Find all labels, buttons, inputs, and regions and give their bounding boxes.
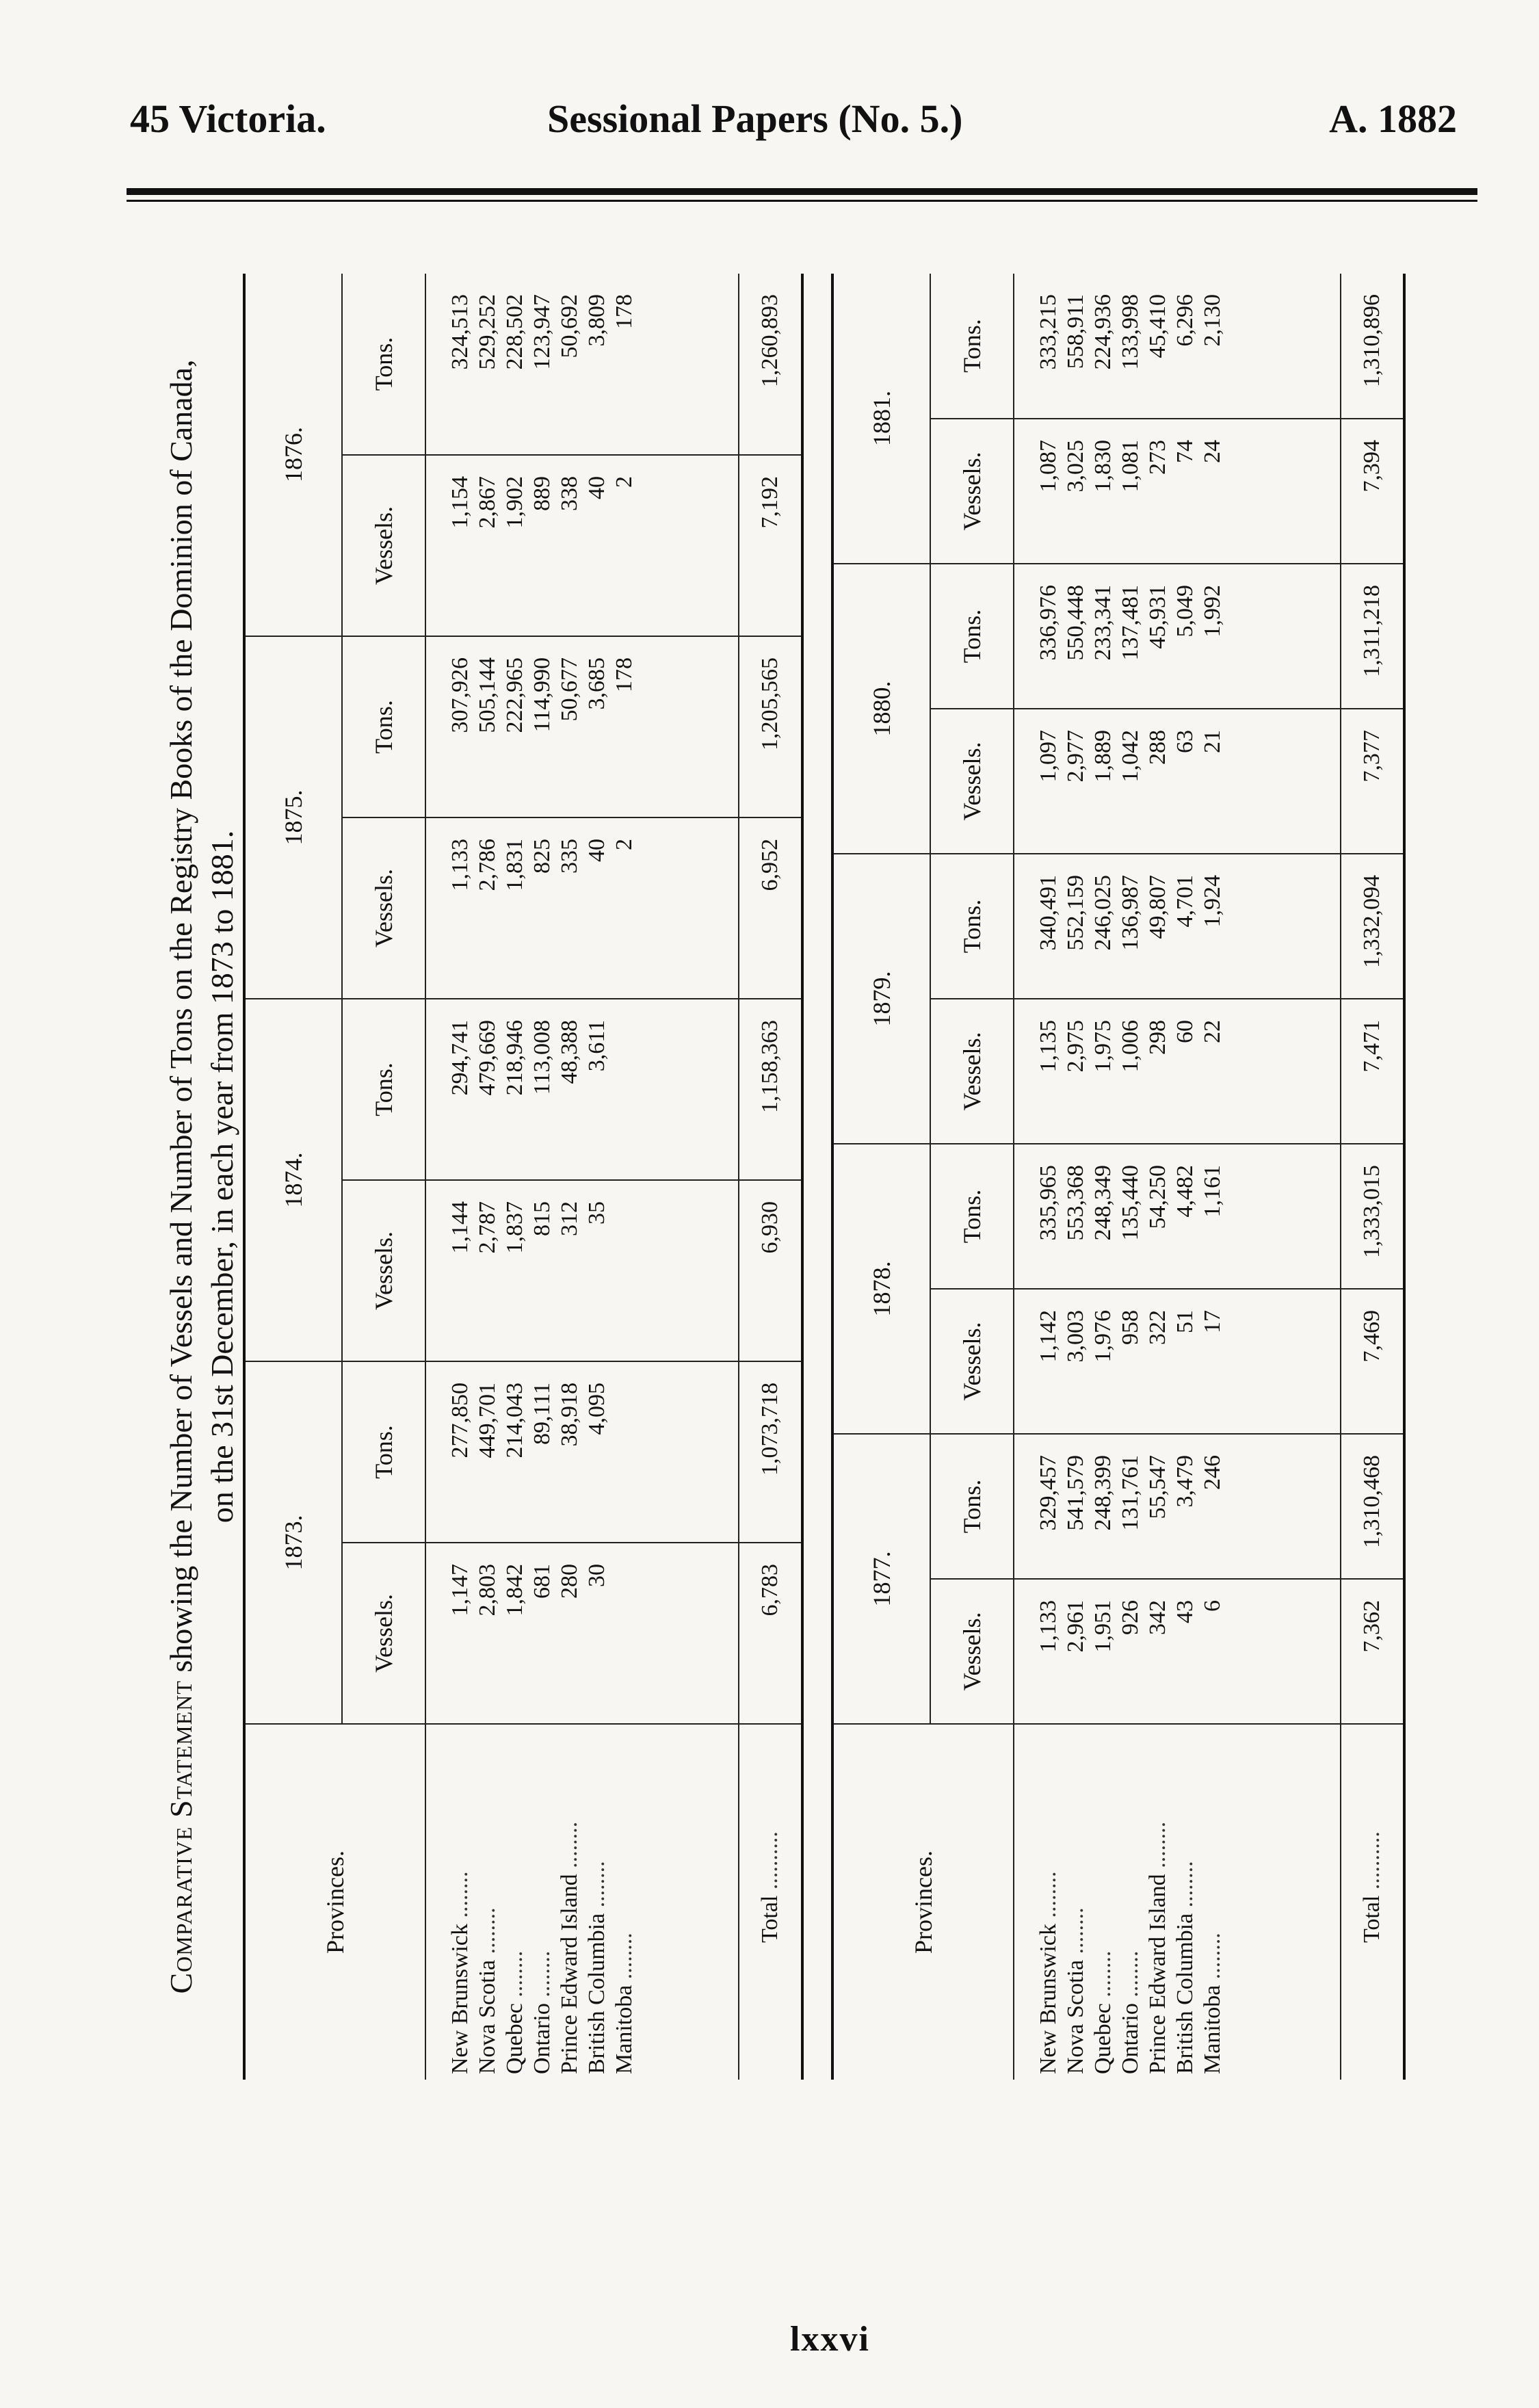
year-header: 1873. — [244, 1361, 342, 1724]
vessels-value: 1,097 — [1036, 730, 1061, 783]
vessels-value: 288 — [1145, 730, 1170, 765]
year-header: 1877. — [832, 1434, 930, 1724]
tons-value: 45,410 — [1145, 294, 1170, 358]
leader-dots: ........ — [529, 1950, 555, 2004]
leader-dots: ........ — [584, 1861, 609, 1913]
vessels-value: 825 — [529, 839, 555, 874]
tons-value: 54,250 — [1145, 1165, 1170, 1229]
tons-value: 3,685 — [584, 657, 609, 710]
tons-value: 38,918 — [557, 1383, 582, 1447]
page-header — [130, 96, 1457, 157]
vessels-value: 3,025 — [1063, 440, 1088, 493]
tons-value: 246 — [1200, 1455, 1225, 1490]
total-vessels: 7,469 — [1341, 1289, 1404, 1434]
vessels-value: 1,081 — [1118, 440, 1143, 493]
tons-value: 479,669 — [475, 1020, 500, 1096]
tons-value: 5,049 — [1172, 585, 1198, 638]
leader-dots: ........ — [1090, 1950, 1116, 2004]
year-header: 1878. — [832, 1144, 930, 1434]
vessels-column-values — [1014, 999, 1341, 1144]
table-1877-1881 — [831, 274, 1406, 2080]
tons-value: 541,579 — [1063, 1455, 1088, 1531]
vessels-value: 1,889 — [1090, 730, 1116, 783]
tons-column-header: Tons. — [930, 564, 1014, 709]
vessels-value: 6 — [1200, 1600, 1225, 1612]
header-year: A. 1882 — [1329, 96, 1457, 141]
leader-dots: ........ — [1145, 1821, 1170, 1874]
tons-column-values — [425, 636, 739, 817]
tons-column-header: Tons. — [342, 1361, 425, 1543]
province-names — [1014, 1724, 1341, 2080]
tons-value: 4,095 — [584, 1383, 609, 1435]
vessels-value: 322 — [1145, 1310, 1170, 1345]
vessels-value: 2,975 — [1063, 1020, 1088, 1073]
tons-value: 3,479 — [1172, 1455, 1198, 1508]
tons-value — [611, 1020, 638, 1174]
tons-value: 335,965 — [1036, 1165, 1061, 1241]
tons-value: 214,043 — [502, 1383, 527, 1458]
leader-dots: ........ — [447, 1871, 473, 1924]
tons-value: 55,547 — [1145, 1455, 1170, 1519]
total-vessels: 7,394 — [1341, 419, 1404, 564]
leader-dots: ........ — [557, 1821, 582, 1874]
tons-value: 50,677 — [557, 657, 582, 722]
provinces-header: Provinces. — [832, 1724, 1014, 2080]
tons-value: 553,368 — [1063, 1165, 1088, 1241]
header-title: Sessional Papers (No. 5.) — [547, 96, 963, 141]
tons-value: 4,482 — [1172, 1165, 1198, 1218]
province-name: New Brunswick — [447, 1923, 473, 2074]
vessels-value: 1,142 — [1036, 1310, 1061, 1363]
tons-value: 6,296 — [1172, 294, 1198, 347]
tons-value: 137,481 — [1118, 585, 1143, 661]
tons-value: 218,946 — [502, 1020, 527, 1096]
vessels-value: 43 — [1172, 1600, 1198, 1623]
rotated-table-area — [140, 274, 1440, 2080]
province-name: Nova Scotia — [1063, 1959, 1088, 2074]
vessels-value: 51 — [1172, 1310, 1198, 1333]
total-vessels: 7,192 — [739, 455, 802, 636]
tons-value: 246,025 — [1090, 875, 1116, 951]
year-header: 1879. — [832, 854, 930, 1144]
vessels-column-values — [1014, 709, 1341, 854]
province-name: Manitoba — [611, 1985, 637, 2074]
tons-value: 340,491 — [1036, 875, 1061, 951]
total-label: Total .......... — [1341, 1724, 1404, 2080]
tons-value: 48,388 — [557, 1020, 582, 1084]
vessels-column-values — [425, 1180, 739, 1361]
vessels-column-header: Vessels. — [930, 709, 1014, 854]
vessels-value: 1,006 — [1118, 1020, 1143, 1073]
vessels-value: 1,087 — [1036, 440, 1061, 493]
tons-value: 136,987 — [1118, 875, 1143, 951]
tons-value: 178 — [611, 294, 637, 329]
tons-value: 277,850 — [447, 1383, 473, 1458]
vessels-value: 2,787 — [475, 1201, 500, 1254]
tons-column-header: Tons. — [930, 1144, 1014, 1289]
tons-value: 50,692 — [557, 294, 582, 358]
leader-dots: ........ — [1063, 1907, 1088, 1960]
tons-value — [611, 1383, 638, 1536]
province-row-label — [529, 1730, 556, 2074]
total-label: Total .......... — [739, 1724, 802, 2080]
tons-value: 558,911 — [1063, 294, 1088, 369]
vessels-column-header: Vessels. — [930, 419, 1014, 564]
vessels-value: 1,133 — [447, 839, 473, 891]
tons-value: 45,931 — [1145, 585, 1170, 649]
tons-value: 49,807 — [1145, 875, 1170, 939]
tons-value: 2,130 — [1200, 294, 1225, 347]
total-vessels: 7,362 — [1341, 1579, 1404, 1724]
province-name: Nova Scotia — [475, 1959, 500, 2074]
table-caption — [161, 274, 243, 2080]
tons-value: 294,741 — [447, 1020, 473, 1096]
province-row-label — [1144, 1730, 1172, 2074]
vessels-value: 17 — [1200, 1310, 1225, 1333]
tons-column-header: Tons. — [930, 854, 1014, 999]
vessels-value: 63 — [1172, 730, 1198, 753]
vessels-value: 1,951 — [1090, 1600, 1116, 1653]
vessels-value: 74 — [1172, 440, 1198, 463]
total-vessels: 6,952 — [739, 817, 802, 999]
leader-dots: ........ — [475, 1907, 500, 1960]
vessels-value: 1,976 — [1090, 1310, 1116, 1363]
tons-value: 233,341 — [1090, 585, 1116, 661]
vessels-column-header: Vessels. — [342, 1180, 425, 1361]
vessels-column-header: Vessels. — [342, 455, 425, 636]
tons-value: 133,998 — [1118, 294, 1143, 370]
province-name: Manitoba — [1200, 1985, 1225, 2074]
tons-value: 529,252 — [475, 294, 500, 370]
tons-value: 329,457 — [1036, 1455, 1061, 1531]
vessels-value: 1,144 — [447, 1201, 473, 1254]
tons-column-values — [1014, 854, 1341, 999]
tons-column-header: Tons. — [342, 636, 425, 817]
tons-value: 89,111 — [529, 1383, 555, 1445]
vessels-value: 273 — [1145, 440, 1170, 475]
vessels-value: 889 — [529, 476, 555, 511]
province-name: Prince Edward Island — [1145, 1874, 1170, 2074]
tons-value: 449,701 — [475, 1383, 500, 1458]
vessels-value — [611, 1201, 638, 1355]
total-tons: 1,311,218 — [1341, 564, 1404, 709]
vessels-value: 2,803 — [475, 1564, 500, 1617]
table-1873-1876 — [243, 274, 804, 2080]
tons-column-header: Tons. — [930, 274, 1014, 419]
caption-line-1: showing the Number of Vessels and Number of Tons on the Registry Books of the Dominion of Canada, — [163, 359, 198, 1681]
tons-value: 248,399 — [1090, 1455, 1116, 1531]
total-tons: 1,260,893 — [739, 274, 802, 455]
tons-value: 123,947 — [529, 294, 555, 370]
province-name: British Columbia — [1172, 1913, 1198, 2074]
tons-column-header: Tons. — [342, 274, 425, 455]
vessels-value: 815 — [529, 1201, 555, 1236]
province-row-label — [1117, 1730, 1144, 2074]
vessels-table-2 — [831, 274, 1406, 2080]
total-vessels: 6,783 — [739, 1543, 802, 1724]
vessels-column-values — [425, 817, 739, 999]
tons-value: 1,161 — [1200, 1165, 1225, 1218]
tons-value: 307,926 — [447, 657, 473, 733]
vessels-value: 342 — [1145, 1600, 1170, 1635]
vessels-value: 2,867 — [475, 476, 500, 529]
vessels-column-header: Vessels. — [930, 1579, 1014, 1724]
vessels-value: 1,830 — [1090, 440, 1116, 493]
tons-column-header: Tons. — [342, 999, 425, 1180]
leader-dots: ........ — [1118, 1950, 1143, 2004]
tons-value: 222,965 — [502, 657, 527, 733]
vessels-value: 298 — [1145, 1020, 1170, 1055]
year-header: 1881. — [832, 274, 930, 564]
vessels-value: 312 — [557, 1201, 582, 1236]
total-vessels: 7,377 — [1341, 709, 1404, 854]
vessels-value: 926 — [1118, 1600, 1143, 1635]
tons-value: 135,440 — [1118, 1165, 1143, 1241]
vessels-value: 60 — [1172, 1020, 1198, 1043]
province-row-label — [611, 1730, 638, 2074]
province-row-label — [1172, 1730, 1199, 2074]
total-vessels: 6,930 — [739, 1180, 802, 1361]
header-session: 45 Victoria. — [130, 96, 326, 141]
vessels-column-values — [1014, 1579, 1341, 1724]
tons-value: 113,008 — [529, 1020, 555, 1095]
provinces-header: Provinces. — [244, 1724, 425, 2080]
vessels-value: 1,831 — [502, 839, 527, 891]
province-name: Quebec — [502, 2003, 527, 2074]
vessels-value: 30 — [584, 1564, 609, 1587]
tons-value: 131,761 — [1118, 1455, 1143, 1531]
tons-value: 248,349 — [1090, 1165, 1116, 1241]
tons-value: 336,976 — [1036, 585, 1061, 661]
vessels-value: 1,975 — [1090, 1020, 1116, 1073]
total-tons: 1,310,896 — [1341, 274, 1404, 419]
year-header: 1876. — [244, 274, 342, 636]
caption-lead: Comparative Statement — [163, 1680, 198, 1994]
year-header: 1880. — [832, 564, 930, 854]
vessels-value: 681 — [529, 1564, 555, 1599]
vessels-value: 280 — [557, 1564, 582, 1599]
province-row-label — [447, 1730, 474, 2074]
tons-value: 114,990 — [529, 657, 555, 733]
tons-column-values — [1014, 564, 1341, 709]
tons-value: 550,448 — [1063, 585, 1088, 661]
vessels-column-header: Vessels. — [342, 1543, 425, 1724]
vessels-value: 1,135 — [1036, 1020, 1061, 1073]
vessels-value: 2 — [611, 839, 637, 850]
leader-dots: ........ — [1200, 1933, 1225, 1985]
page-folio: lxxvi — [790, 2320, 870, 2359]
total-tons: 1,158,363 — [739, 999, 802, 1180]
total-tons: 1,073,718 — [739, 1361, 802, 1543]
vessels-value: 24 — [1200, 440, 1225, 463]
tons-column-values — [425, 1361, 739, 1543]
province-name: Quebec — [1090, 2003, 1116, 2074]
province-row-label — [1090, 1730, 1117, 2074]
province-row-label — [1199, 1730, 1226, 2074]
province-name: Ontario — [1118, 2003, 1143, 2074]
tons-column-values — [1014, 274, 1341, 419]
tons-column-values — [1014, 1434, 1341, 1579]
vessels-value: 1,133 — [1036, 1600, 1061, 1653]
vessels-column-values — [425, 455, 739, 636]
vessels-table-1 — [243, 274, 804, 2080]
province-row-label — [474, 1730, 501, 2074]
total-tons: 1,333,015 — [1341, 1144, 1404, 1289]
tons-column-header: Tons. — [930, 1434, 1014, 1579]
header-rule — [127, 188, 1477, 195]
tons-column-values — [425, 274, 739, 455]
vessels-value — [611, 1564, 638, 1718]
total-tons: 1,205,565 — [739, 636, 802, 817]
vessels-value: 40 — [584, 839, 609, 862]
vessels-column-header: Vessels. — [342, 817, 425, 999]
tons-value: 3,611 — [584, 1020, 609, 1072]
vessels-value: 22 — [1200, 1020, 1225, 1043]
vessels-value: 35 — [584, 1201, 609, 1225]
vessels-value: 1,042 — [1118, 730, 1143, 783]
vessels-value: 2,977 — [1063, 730, 1088, 783]
province-name: Prince Edward Island — [557, 1874, 582, 2074]
vessels-value: 335 — [557, 839, 582, 874]
tons-value: 333,215 — [1036, 294, 1061, 370]
vessels-column-header: Vessels. — [930, 1289, 1014, 1434]
province-row-label — [1062, 1730, 1090, 2074]
vessels-value: 1,842 — [502, 1564, 527, 1617]
tons-value: 3,809 — [584, 294, 609, 347]
tons-value: 178 — [611, 657, 637, 692]
vessels-value: 2,786 — [475, 839, 500, 891]
tons-value: 324,513 — [447, 294, 473, 370]
province-row-label — [556, 1730, 583, 2074]
province-name: British Columbia — [584, 1913, 609, 2074]
year-header: 1875. — [244, 636, 342, 999]
vessels-value: 2,961 — [1063, 1600, 1088, 1653]
vessels-column-header: Vessels. — [930, 999, 1014, 1144]
vessels-value: 1,837 — [502, 1201, 527, 1254]
tons-value: 552,159 — [1063, 875, 1088, 951]
vessels-value: 2 — [611, 476, 637, 488]
vessels-value: 40 — [584, 476, 609, 499]
tons-value: 224,936 — [1090, 294, 1116, 370]
tons-column-values — [425, 999, 739, 1180]
total-tons: 1,310,468 — [1341, 1434, 1404, 1579]
vessels-column-values — [425, 1543, 739, 1724]
vessels-value: 338 — [557, 476, 582, 511]
total-tons: 1,332,094 — [1341, 854, 1404, 999]
vessels-column-values — [1014, 1289, 1341, 1434]
total-vessels: 7,471 — [1341, 999, 1404, 1144]
province-name: New Brunswick — [1036, 1923, 1061, 2074]
vessels-value: 1,154 — [447, 476, 473, 529]
province-name: Ontario — [529, 2003, 555, 2074]
leader-dots: ........ — [1036, 1871, 1061, 1924]
vessels-column-values — [1014, 419, 1341, 564]
tons-value: 1,992 — [1200, 585, 1225, 638]
caption-line-2: on the 31st December, in each year from 1873 to 1881. — [205, 830, 239, 1523]
vessels-value: 1,147 — [447, 1564, 473, 1617]
year-header: 1874. — [244, 999, 342, 1361]
vessels-value: 3,003 — [1063, 1310, 1088, 1363]
vessels-value: 958 — [1118, 1310, 1143, 1345]
vessels-value: 21 — [1200, 730, 1225, 753]
tons-value: 228,502 — [502, 294, 527, 370]
tons-value: 1,924 — [1200, 875, 1225, 928]
province-row-label — [501, 1730, 529, 2074]
province-names — [425, 1724, 739, 2080]
tons-column-values — [1014, 1144, 1341, 1289]
leader-dots: ........ — [502, 1950, 527, 2004]
tons-value: 4,701 — [1172, 875, 1198, 928]
vessels-value: 1,902 — [502, 476, 527, 529]
header-rule-thin — [127, 200, 1477, 202]
province-row-label — [1035, 1730, 1062, 2074]
leader-dots: ........ — [1172, 1861, 1198, 1913]
province-row-label — [583, 1730, 611, 2074]
tons-value: 505,144 — [475, 657, 500, 733]
leader-dots: ........ — [611, 1933, 637, 1985]
